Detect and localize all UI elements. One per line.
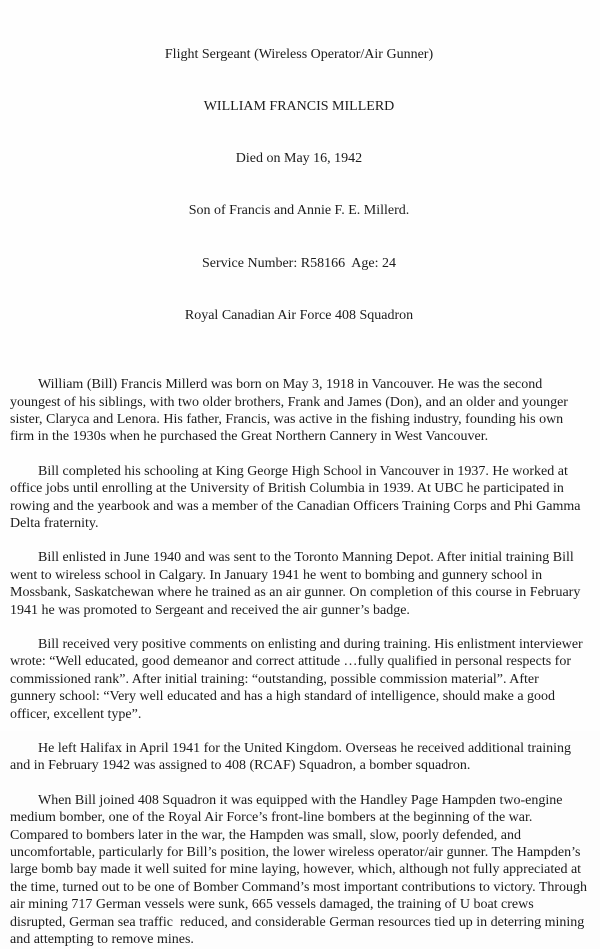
header-name-line: WILLIAM FRANCIS MILLERD: [203, 99, 395, 115]
paragraph-408-squadron-hampden: When Bill joined 408 Squadron it was equipped with the Handley Page Hampden two-engine medium bomber, one of the Royal Air Force’s front-line bombers at the beginning of the war. Compared to bombers later in the war, the Hampden was small, slow, poorly defended, and uncomfortable, particularly for Bill’s position, the lower wireless operator/air gunner. The Hampden’s large bomb bay made it well suited for mine laying, however, which, although not fully appreciated at the time, turned out to be one of Bomber Command’s most important contributions to victory. Through air mining 717 German vessels were sunk, 665 vessels damaged, the training of U boat crews disrupted, German sea traffic reduced, and considerable German resources tied up in deterring mining and attempting to remove mines.: [10, 792, 591, 948]
paragraph-overseas: He left Halifax in April 1941 for the United Kingdom. Overseas he received additional training and in February 1942 was assigned to 408 (RCAF) Squadron, a bomber squadron.: [10, 741, 575, 774]
header-service-number-line: Service Number: R58166 Age: 24: [201, 255, 397, 271]
header-parents-line: Son of Francis and Annie F. E. Millerd.: [188, 203, 410, 219]
header-squadron-line: Royal Canadian Air Force 408 Squadron: [184, 307, 414, 323]
header-death-date-line: Died on May 16, 1942: [235, 151, 363, 167]
paragraph-training-comments: Bill received very positive comments on enlisting and during training. His enlistment interviewer wrote: “Well educated, good demeanor and correct attitude …fully qualified in personal respects for commissioned rank”. After initial training: “outstanding, possible commission material”. After gunnery school: “Very well educated and has a high standard of intelligence, should make a good officer, excellent type”.: [10, 637, 587, 722]
paragraph-enlistment-training: Bill enlisted in June 1940 and was sent to the Toronto Manning Depot. After initial training Bill went to wireless school in Calgary. In January 1941 he went to bombing and gunnery school in Mossbank, Saskatchewan where he trained as an air gunner. On completion of this course in February 1941 he was promoted to Sergeant and received the air gunner’s badge.: [10, 550, 584, 618]
paragraph-birth-family: William (Bill) Francis Millerd was born on May 3, 1918 in Vancouver. He was the second youngest of his siblings, with two older brothers, Frank and James (Don), and an older and younger sister, Claryca and Lenora. His father, Francis, was active in the fishing industry, founding his own firm in the 1930s when he purchased the Great Northern Cannery in West Vancouver.: [10, 377, 572, 445]
document-header: [10, 11, 588, 359]
header-rank-line: Flight Sergeant (Wireless Operator/Air Gunner): [164, 46, 434, 62]
paragraph-schooling: Bill completed his schooling at King George High School in Vancouver in 1937. He worked at office jobs until enrolling at the University of British Columbia in 1939. At UBC he participated in rowing and the yearbook and was a member of the Canadian Officers Training Corps and Phi Gamma Delta fraternity.: [10, 463, 584, 531]
